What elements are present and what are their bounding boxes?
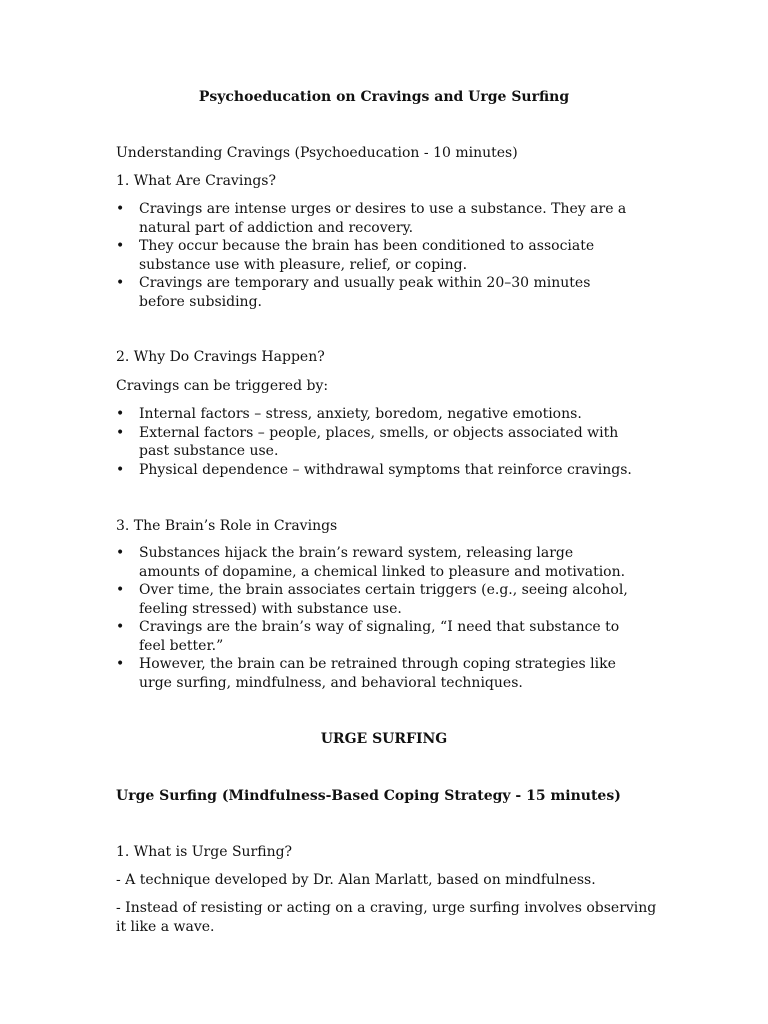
bullet-icon: • (116, 582, 125, 598)
bullet-icon: • (116, 424, 125, 441)
bullet-icon: • (116, 238, 125, 254)
subheading-brains-role: 3. The Brain’s Role in Cravings (116, 518, 338, 534)
paragraph-observing-like-wave: - Instead of resisting or acting on a craving, urge surfing involves observing it like a wave. (116, 900, 657, 935)
paragraph-technique-developed: - A technique developed by Dr. Alan Marlatt, based on mindfulness. (116, 872, 596, 888)
subheading-what-are-cravings: 1. What Are Cravings? (116, 173, 276, 189)
bullet-icon: • (116, 656, 125, 672)
list-item: • Cravings are the brain’s way of signaling, “I need that substance to feel better.” (116, 619, 620, 654)
bullet-list-what-are-cravings (116, 200, 636, 311)
list-item: • Physical dependence – withdrawal symptoms that reinforce cravings. (116, 461, 632, 478)
bullet-list-brains-role (116, 544, 636, 692)
subheading-what-is-urge-surfing: 1. What is Urge Surfing? (116, 844, 293, 860)
document-title: Psychoeducation on Cravings and Urge Surfing (198, 89, 570, 105)
list-item: • Over time, the brain associates certain triggers (e.g., seeing alcohol, feeling stressed) with substance use. (116, 582, 628, 617)
paragraph-triggered-by: Cravings can be triggered by: (116, 378, 329, 394)
list-item: • External factors – people, places, smells, or objects associated with past substance use. (116, 424, 619, 459)
bullet-list-triggers (116, 405, 636, 479)
subheading-why-do-cravings-happen: 2. Why Do Cravings Happen? (116, 349, 325, 365)
section-heading-urge-surfing: URGE SURFING (320, 731, 448, 747)
bullet-icon: • (116, 619, 125, 635)
bullet-icon: • (116, 201, 125, 217)
subheading-urge-surfing-strategy: Urge Surfing (Mindfulness-Based Coping Strategy - 15 minutes) (116, 788, 621, 804)
list-item: • Cravings are intense urges or desires to use a substance. They are a natural part of addiction and recovery. (116, 201, 627, 236)
list-item: • They occur because the brain has been conditioned to associate substance use with pleasure, relief, or coping. (116, 238, 595, 273)
bullet-icon: • (116, 406, 125, 422)
bullet-icon: • (116, 545, 125, 561)
list-item: • Cravings are temporary and usually peak within 20–30 minutes before subsiding. (116, 275, 591, 310)
list-item: • However, the brain can be retrained through coping strategies like urge surfing, mindfulness, and behavioral techniques. (116, 656, 616, 691)
section-heading-understanding-cravings: Understanding Cravings (Psychoeducation - 10 minutes) (116, 145, 518, 161)
bullet-icon: • (116, 275, 125, 291)
list-item: • Substances hijack the brain’s reward system, releasing large amounts of dopamine, a chemical linked to pleasure and motivation. (116, 545, 626, 580)
list-item: • Internal factors – stress, anxiety, boredom, negative emotions. (116, 406, 582, 422)
bullet-icon: • (116, 461, 125, 478)
